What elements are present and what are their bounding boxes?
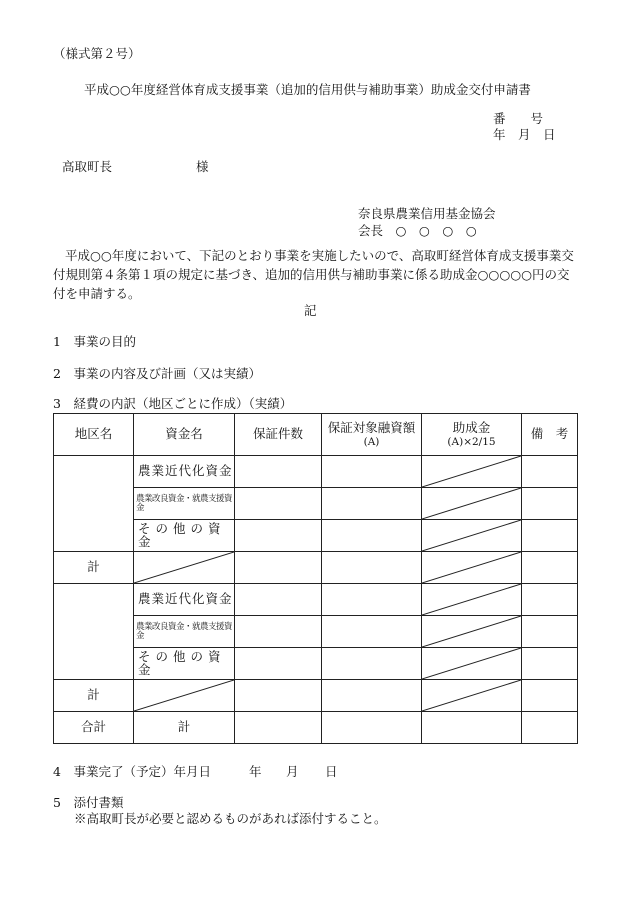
- grant-cell: [422, 520, 522, 552]
- ki-heading: 記: [304, 303, 317, 318]
- grant-cell: [422, 712, 522, 744]
- district-cell: [54, 456, 134, 552]
- body-paragraph: 平成○○年度において、下記のとおり事業を実施したいので、高取町経営体育成支援事業交付規則第４条第１項の規定に基づき、追加的信用供与補助事業に係る助成金○○○○○円の交付を申請する。: [53, 248, 574, 301]
- section-5-attachments: 5 添付書類: [53, 795, 124, 810]
- reference-date-label: 年 月 日: [493, 127, 556, 142]
- grant-cell: [422, 680, 522, 712]
- amount-cell: [322, 712, 422, 744]
- form-number: （様式第２号）: [53, 46, 141, 61]
- fund-improvement: 農業改良資金・就農支援資金: [134, 488, 235, 520]
- amount-cell: [322, 520, 422, 552]
- remarks-cell: [522, 520, 578, 552]
- completion-month-label: 月: [286, 764, 299, 779]
- amount-cell: [322, 488, 422, 520]
- remarks-cell: [522, 712, 578, 744]
- amount-cell: [322, 648, 422, 680]
- amount-cell: [322, 456, 422, 488]
- addressee-name: 高取町長: [62, 159, 113, 174]
- remarks-cell: [522, 648, 578, 680]
- amount-cell: [322, 552, 422, 584]
- amount-cell: [322, 616, 422, 648]
- completion-day-label: 日: [325, 764, 338, 779]
- grant-cell: [422, 488, 522, 520]
- reference-number-label: 番 号: [493, 111, 544, 126]
- section-3-cost-breakdown: 3 経費の内訳（地区ごとに作成）（実績）: [53, 396, 293, 411]
- table-row: [54, 584, 578, 616]
- count-cell: [235, 648, 322, 680]
- section-4-completion-date: 4 事業完了（予定）年月日: [53, 764, 211, 779]
- district-cell: [54, 584, 134, 680]
- count-cell: [235, 584, 322, 616]
- count-cell: [235, 712, 322, 744]
- count-cell: [235, 616, 322, 648]
- count-cell: [235, 456, 322, 488]
- amount-cell: [322, 584, 422, 616]
- fund-other: その他の資金: [134, 648, 235, 680]
- addressee-honorific: 様: [196, 159, 209, 174]
- applicant-organization: 奈良県農業信用基金協会: [358, 206, 496, 221]
- fund-improvement: 農業改良資金・就農支援資金: [134, 616, 235, 648]
- grant-cell: [422, 456, 522, 488]
- grant-cell: [422, 552, 522, 584]
- count-cell: [235, 552, 322, 584]
- section-2-content: 2 事業の内容及び計画（又は実績）: [53, 366, 261, 381]
- subtotal-label: 計: [54, 680, 134, 712]
- header-grant: 助成金 (A)×2/15: [422, 414, 522, 456]
- document-title: 平成○○年度経営体育成支援事業（追加的信用供与補助事業）助成金交付申請書: [84, 82, 531, 97]
- completion-year-label: 年: [249, 764, 262, 779]
- fund-other: その他の資金: [134, 520, 235, 552]
- remarks-cell: [522, 584, 578, 616]
- subtotal-label: 計: [54, 552, 134, 584]
- table-row-grand-total: [54, 712, 578, 744]
- grant-cell: [422, 648, 522, 680]
- grand-total-fund-label: 計: [134, 712, 235, 744]
- fund-modernization: 農業近代化資金: [134, 584, 235, 616]
- header-guarantee-count: 保証件数: [235, 414, 322, 456]
- table-row-subtotal: [54, 552, 578, 584]
- remarks-cell: [522, 680, 578, 712]
- section-1-purpose: 1 事業の目的: [53, 334, 136, 349]
- count-cell: [235, 520, 322, 552]
- grant-cell: [422, 584, 522, 616]
- table-row: [54, 456, 578, 488]
- remarks-cell: [522, 552, 578, 584]
- count-cell: [235, 488, 322, 520]
- fund-modernization: 農業近代化資金: [134, 456, 235, 488]
- remarks-cell: [522, 488, 578, 520]
- remarks-cell: [522, 616, 578, 648]
- header-loan-amount: 保証対象融資額 (A): [322, 414, 422, 456]
- remarks-cell: [522, 456, 578, 488]
- count-cell: [235, 680, 322, 712]
- fund-cell-slashed: [134, 680, 235, 712]
- table-row-subtotal: [54, 680, 578, 712]
- attachments-note: ※高取町長が必要と認めるものがあれば添付すること。: [74, 811, 387, 826]
- grand-total-label: 合計: [54, 712, 134, 744]
- grant-cell: [422, 616, 522, 648]
- header-district: 地区名: [54, 414, 134, 456]
- fund-cell-slashed: [134, 552, 235, 584]
- table-header-row: [54, 414, 578, 456]
- header-remarks: 備 考: [522, 414, 578, 456]
- amount-cell: [322, 680, 422, 712]
- cost-breakdown-table: [53, 413, 578, 744]
- applicant-representative: 会長 ○ ○ ○ ○: [358, 223, 477, 238]
- header-fund: 資金名: [134, 414, 235, 456]
